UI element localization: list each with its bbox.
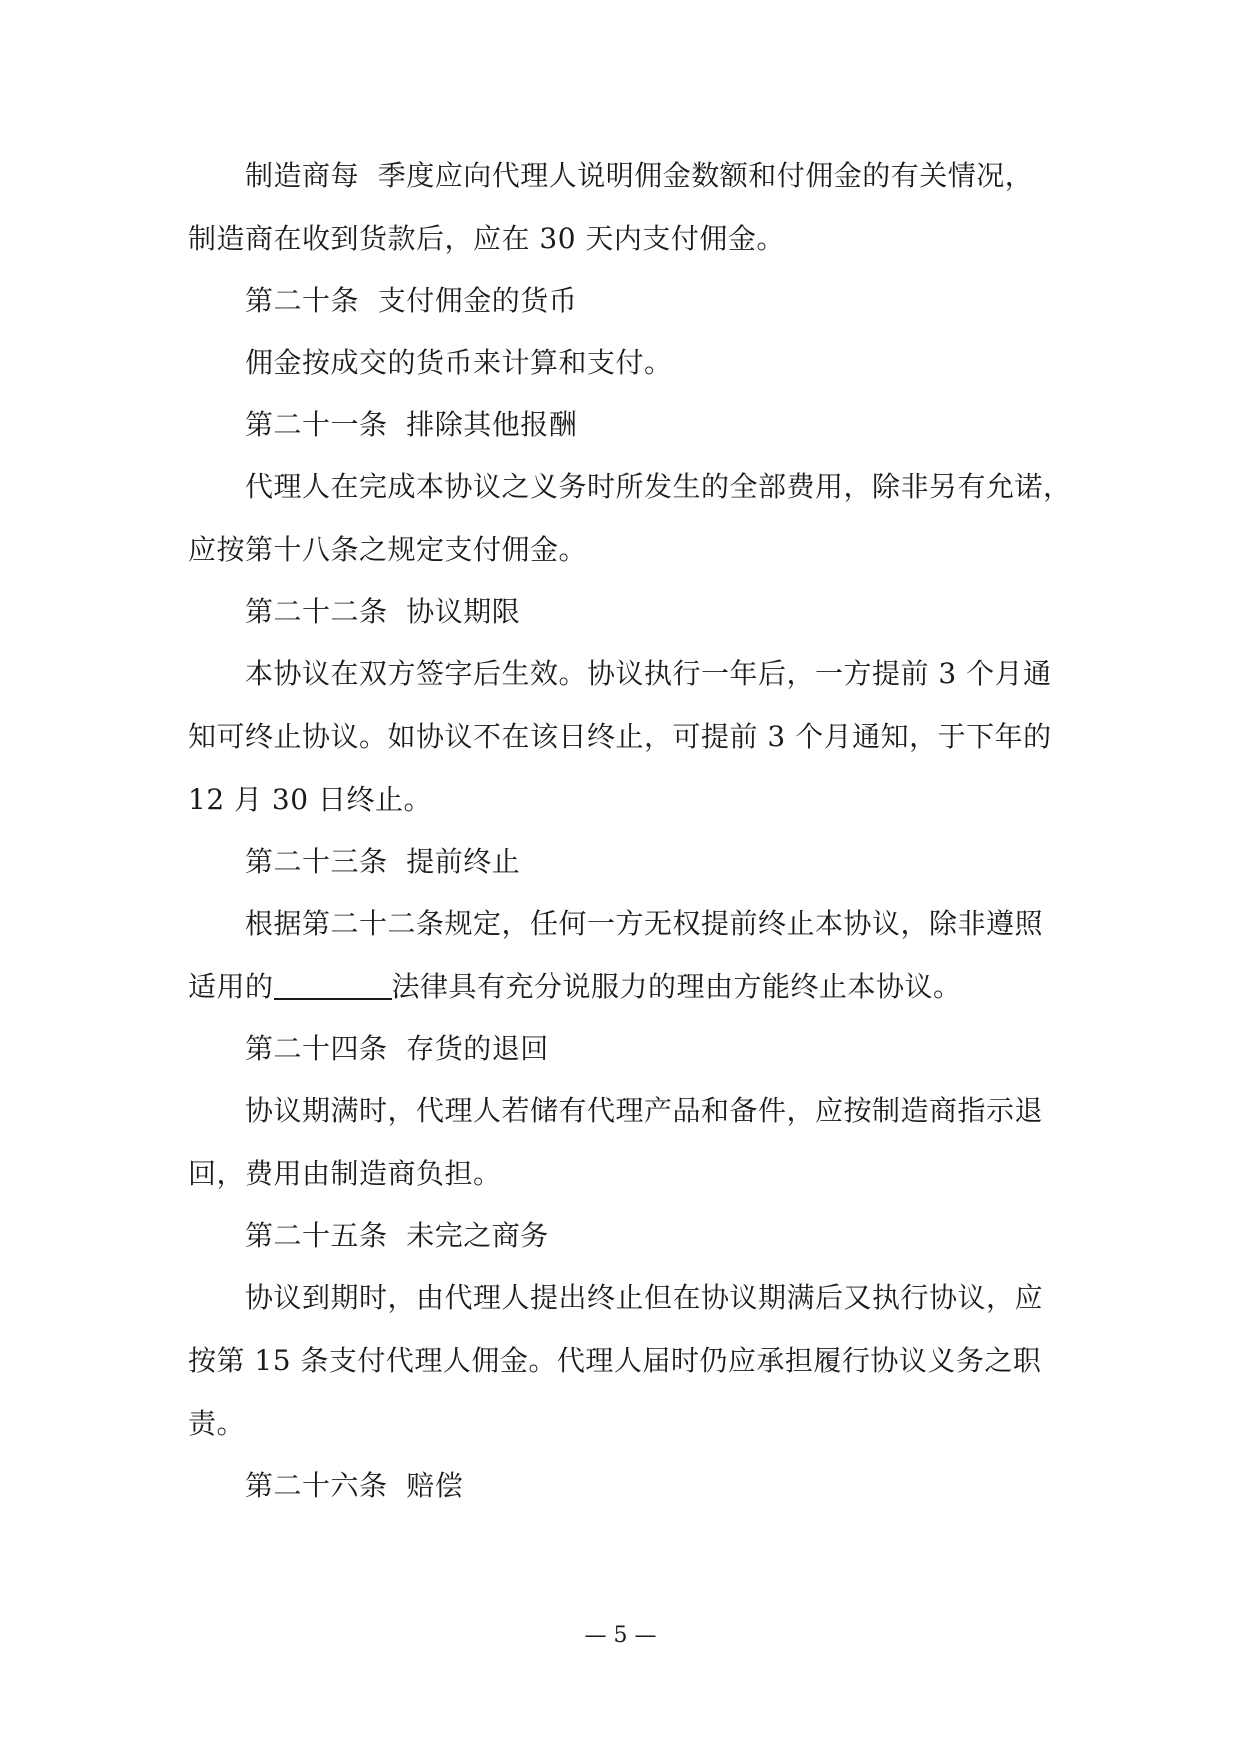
fill-in-blank [274,972,392,1000]
document-body [188,159,1072,1502]
article-heading: 第二十一条 排除其他报酬 [245,408,578,441]
paragraph-line: 12 月 30 日终止。 [188,783,432,816]
article-heading: 第二十五条 未完之商务 [245,1219,549,1252]
paragraph-line: 知可终止协议。如协议不在该日终止，可提前 3 个月通知，于下年的 [188,720,1052,753]
article-heading: 第二十六条 赔偿 [245,1469,464,1502]
paragraph-line: 制造商在收到货款后，应在 30 天内支付佣金。 [188,222,785,255]
paragraph-line: 按第 15 条支付代理人佣金。代理人届时仍应承担履行协议义务之职 [188,1344,1042,1377]
paragraph-line: 制造商每 季度应向代理人说明佣金数额和付佣金的有关情况， [245,159,1034,192]
article-heading: 第二十条 支付佣金的货币 [245,284,578,317]
paragraph-line: 应按第十八条之规定支付佣金。 [188,533,588,566]
paragraph-line: 协议到期时，由代理人提出终止但在协议期满后又执行协议，应 [245,1281,1044,1314]
paragraph-line: 佣金按成交的货币来计算和支付。 [245,346,673,379]
paragraph-line: 责。 [188,1407,246,1440]
line-prefix: 适用的 [188,970,274,1003]
paragraph-line: 代理人在完成本协议之义务时所发生的全部费用，除非另有允诺， [245,470,1072,503]
article-heading: 第二十三条 提前终止 [245,845,521,878]
article-heading: 第二十二条 协议期限 [245,595,521,628]
paragraph-line [188,971,1068,1003]
page-number: — 5 — [584,1623,657,1648]
line-suffix: 法律具有充分说服力的理由方能终止本协议。 [391,970,962,1003]
paragraph-line: 本协议在双方签字后生效。协议执行一年后，一方提前 3 个月通 [245,657,1052,690]
article-heading: 第二十四条 存货的退回 [245,1032,549,1065]
paragraph-line: 协议期满时，代理人若储有代理产品和备件，应按制造商指示退 [245,1094,1044,1127]
paragraph-line: 根据第二十二条规定，任何一方无权提前终止本协议，除非遵照 [245,907,1044,940]
paragraph-line: 回，费用由制造商负担。 [188,1157,502,1190]
